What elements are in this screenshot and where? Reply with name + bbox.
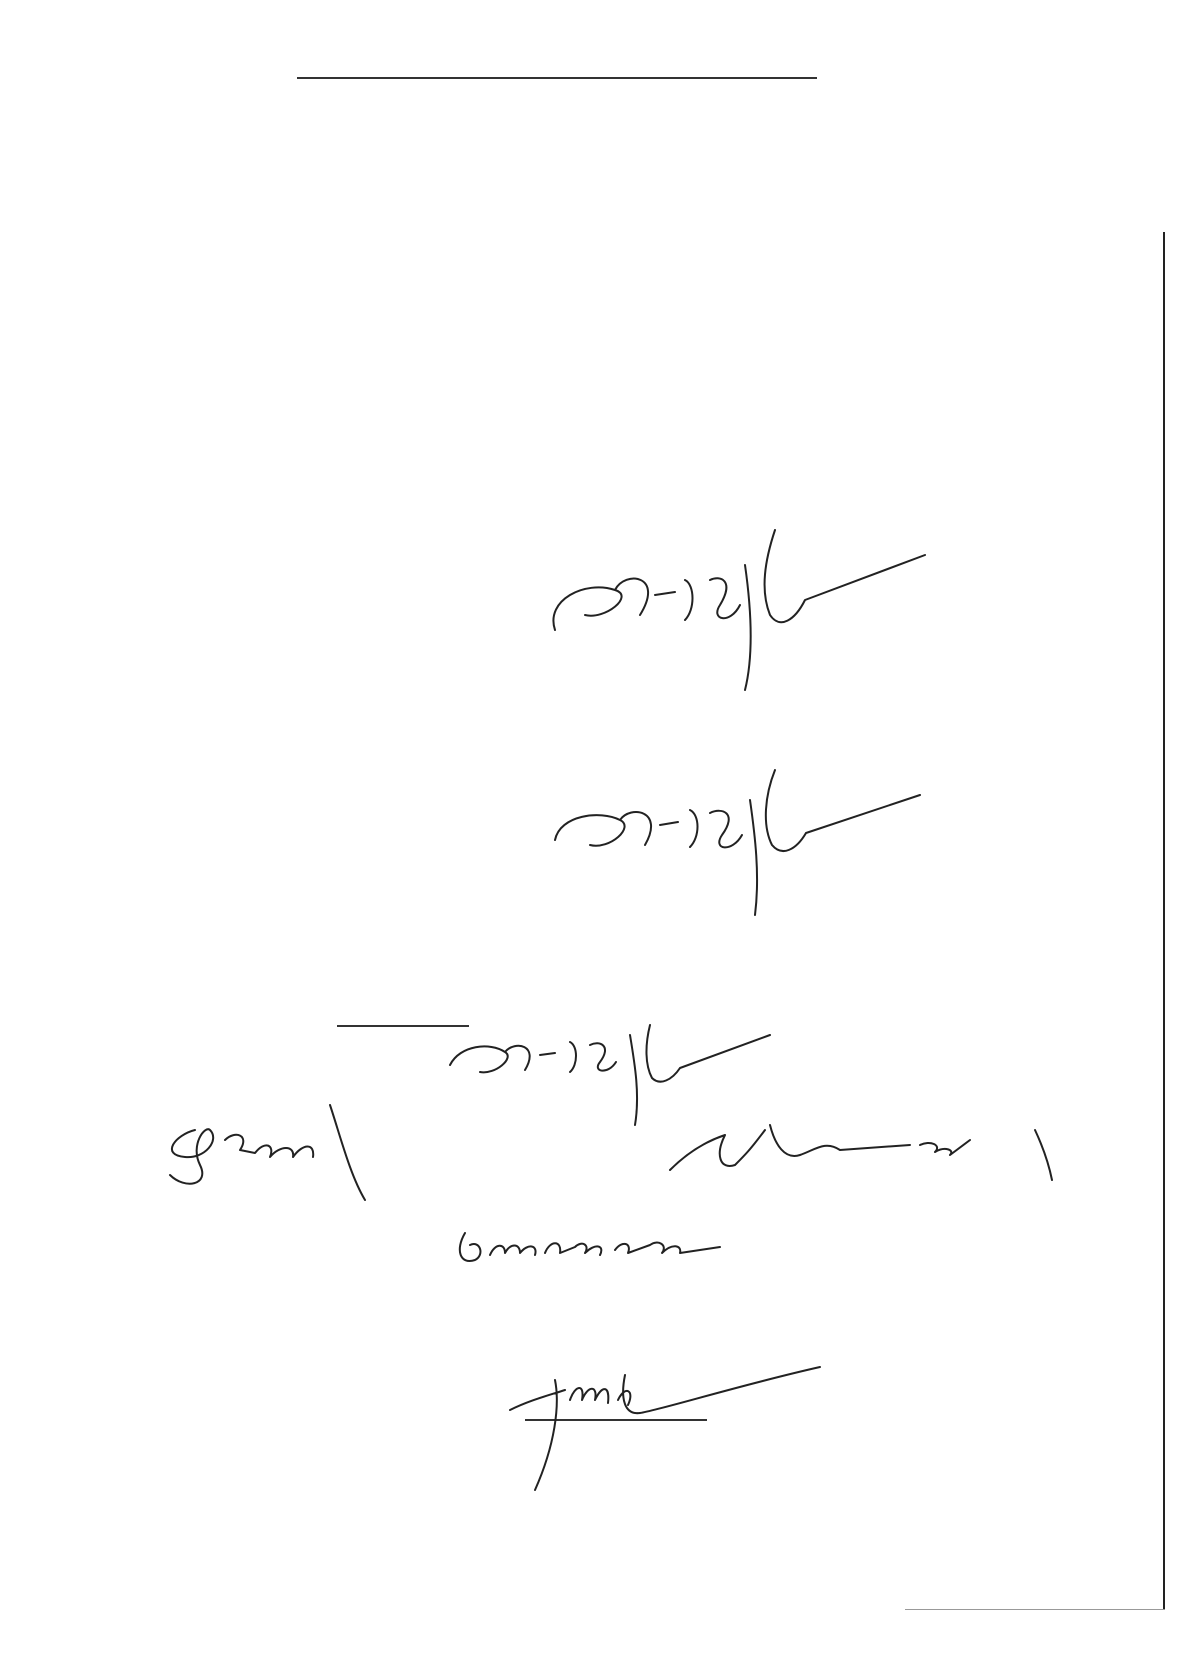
adviser-signature bbox=[545, 520, 935, 700]
member-left-signature bbox=[155, 1095, 405, 1205]
comprehensive-signature bbox=[500, 1355, 830, 1495]
top-rule bbox=[297, 77, 817, 79]
right-margin-rule bbox=[1163, 232, 1165, 1610]
dean-signature bbox=[550, 765, 930, 925]
representative-signature bbox=[450, 1225, 730, 1275]
bottom-rule bbox=[905, 1609, 1165, 1610]
member-right-signature bbox=[650, 1110, 1060, 1200]
